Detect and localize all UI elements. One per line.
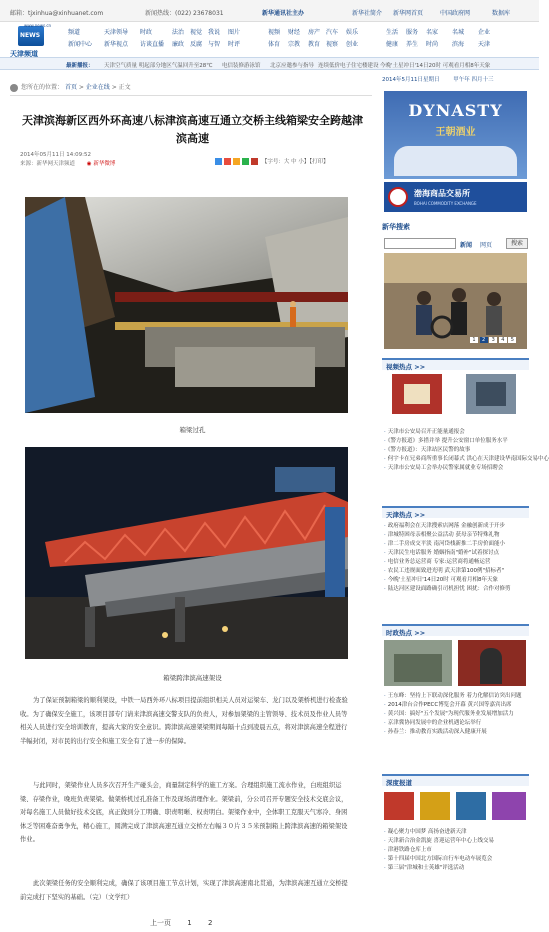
list-item[interactable]: · 津港铁路仓库上市 <box>384 846 529 855</box>
topbar-link-db[interactable]: 数据库 <box>492 10 511 17</box>
prev-page-link[interactable]: 上一页 <box>150 919 171 927</box>
ticker-item[interactable]: 今晚'土星冲日'14日20时 可观看月相8年天象 <box>380 63 491 69</box>
news-ticker <box>0 58 539 70</box>
nav-item[interactable]: 视察 <box>326 41 339 48</box>
share-icon[interactable] <box>233 158 240 165</box>
article-source: 来源：新华网天津频道 <box>20 161 76 167</box>
brand-label: 新华通讯社主办 <box>262 10 305 17</box>
list-item[interactable]: · 凝心聚力中国梦 高扬奋进新天津 <box>384 828 529 837</box>
shishi-section-title[interactable]: 时政热点 >> <box>382 624 529 636</box>
nav-col-12 <box>346 27 358 51</box>
topbar-link-home[interactable]: 新华网首页 <box>393 10 424 17</box>
sidebar-date-bar <box>382 75 529 87</box>
list-item[interactable]: · 天津市公安局工会举办民警家属就业专场招聘会 <box>384 464 529 473</box>
nav-item[interactable]: 时尚 <box>426 41 439 48</box>
list-item[interactable]: · 黄兴国：搞好"五个发展"为现代服务业发展增加活力 <box>384 710 529 719</box>
nav-col-16 <box>452 27 464 51</box>
weibo-link[interactable]: ◉ 新华微博 <box>86 161 116 167</box>
nav-col-15 <box>426 27 438 51</box>
list-item[interactable]: · 津城特困母亲相聚公益活动 获母亲节特殊礼物 <box>384 531 529 540</box>
nav-item[interactable]: 反腐 <box>190 41 203 48</box>
nav-col-11 <box>326 27 338 51</box>
pagination <box>150 918 226 928</box>
logo-channel: 天津频道 <box>10 50 38 58</box>
video-thumb-image <box>476 382 506 406</box>
nav-col-17 <box>478 27 490 51</box>
girder-photo <box>25 197 348 413</box>
nav-item[interactable]: 宗教 <box>288 41 301 48</box>
nav-col-3 <box>140 27 164 51</box>
nav-item[interactable]: 频道 <box>68 29 81 36</box>
tianjin-list <box>384 522 529 594</box>
search-button[interactable]: 搜索 <box>506 238 528 249</box>
location-icon <box>10 84 18 92</box>
bohai-ad-sub: BOHAI COMMODITY EXCHANGE <box>414 201 477 206</box>
search-input[interactable] <box>384 238 456 249</box>
list-item[interactable]: · 《警方报道》：天津站区民警的故事 <box>384 446 529 455</box>
ticker-item[interactable]: 北京应邀参与指导 <box>270 63 315 69</box>
depth-list <box>384 828 529 873</box>
list-item[interactable]: · 何宇卡在兄弟商所重事长闭幕式 洪心在天津建设华南国际交易中心 <box>384 455 529 464</box>
bohai-ad-title: 渤海商品交易所 <box>414 189 470 198</box>
list-item[interactable]: · 第三届"津城和士英雄"评选活动 <box>384 864 529 873</box>
nav-col-5 <box>190 27 202 51</box>
breadcrumb: 您所在的位置： 首页 > 企业在线 > 正文 <box>10 82 372 96</box>
shishi-thumb-image <box>394 654 442 682</box>
article-title: 天津滨海新区西外环高速八标津滨高速互通立交桥主线箱梁安全跨越津滨高速 <box>22 114 363 145</box>
dynasty-ad[interactable] <box>384 91 527 179</box>
nav-item[interactable]: 汽车 <box>326 29 339 36</box>
nav-col-6 <box>208 27 220 51</box>
article-paragraph: 此次架梁任务的安全顺利完成，确保了该项目施工节点计划，实现了津滨高速南北贯通，为津滨高速互通立交桥提前完成打下坚实的基础。（完）（文学红） <box>20 880 348 901</box>
nav-item[interactable]: 养生 <box>406 41 419 48</box>
depth-thumb[interactable] <box>420 792 450 820</box>
list-item[interactable]: · 今晚'土星冲日'14日20时 可观看月相8年天象 <box>384 576 529 585</box>
photo-caption-2: 箱梁跨津滨高速架设 <box>163 674 222 682</box>
dynasty-ad-sub: 王朝酒业 <box>435 127 476 138</box>
article-paragraph: 与此同时，架梁作业人员多次召开生产碰头会，商量制定科学的施工方案。合理组织施工流水作业，白班组织运梁、存梁作业，晚班负责架梁。做架桥机过孔准备工作及现场清理作业。架梁前，分公司召开专题安全技术交底会议，对每名施工人员做好技术交底，真正做到分工明确、职责明晰、权责明白。架梁作业中，全体职工克服天气寒冷、身困体乏等困难奋勇争先，精心施工，圆满完成了津滨高速互通立交桥左右幅３０片３５米预制箱上跨津滨高速的箱梁架设作业。 <box>20 782 348 843</box>
list-item[interactable]: · 第十四届中国北方国际自行车电动车展览会 <box>384 855 529 864</box>
nav-item[interactable]: 创业 <box>346 41 359 48</box>
article-date: 2014年05月11日 14:09:52 <box>20 152 91 158</box>
nav-item[interactable]: 新闻中心 <box>68 41 93 48</box>
logo-brand: NEWS <box>20 32 41 39</box>
nav-col-1 <box>68 27 92 51</box>
nav-col-8 <box>268 27 280 51</box>
article-paragraph: 为了保证预制箱梁的顺利架设，中铁一局西外环八标项目提前组织相关人员对运梁车、龙门以及架桥机进行检查验收。为了确保安全施工，该项目部专门请来津滨高速交警支队的负责人，对参加架梁的主管领导、技术员及作业人员等相关人员进行安全培训教育，提高大家的安全意识。跨津滨高速架梁期间每隔十点到凌晨五点，将对津滨高速全程进行半幅封闭，对市民的出行安全和施工安全有了进一步的保障。 <box>20 697 348 745</box>
nav-item[interactable]: 娱乐 <box>346 29 359 36</box>
breadcrumb-section[interactable]: 企业在线 <box>85 84 110 91</box>
nav-col-4 <box>172 27 184 51</box>
nav-col-7 <box>228 27 240 51</box>
list-item[interactable]: · 天津市公安局召开正能量通报会 <box>384 428 529 437</box>
search-tab-news[interactable]: 新闻 <box>460 242 473 249</box>
breadcrumb-current: 正文 <box>118 84 131 91</box>
list-item[interactable]: · 2014津台合作PECC博览会开幕 黄兴国等嘉宾出席 <box>384 701 529 710</box>
list-item[interactable]: · 天津新合治金凯旋 喜迎运营年中心上线交易 <box>384 837 529 846</box>
photo-caption-1: 箱梁过孔 <box>179 426 206 434</box>
list-item[interactable]: · 政府福利会在天津搜索店网落 金融创新成于开步 <box>384 522 529 531</box>
ticker-label: 最新播报： <box>66 63 94 69</box>
carousel-page[interactable]: 4 <box>499 337 507 343</box>
nav-item[interactable]: 图片 <box>228 29 241 36</box>
article-photo-1 <box>25 197 348 413</box>
nav-col-9 <box>288 27 300 51</box>
nav-col-13 <box>386 27 398 51</box>
nav-item[interactable]: 企业 <box>478 29 491 36</box>
contact-email: 邮箱：tjxinhua@xinhuanet.com <box>10 10 104 17</box>
search-tab-web[interactable]: 网页 <box>480 242 493 249</box>
ticker-item[interactable]: 连续低价电子住宅楼建设 <box>318 63 379 69</box>
list-item[interactable]: · 《警方报道》多措并举 提升公安窗口单位服务水平 <box>384 437 529 446</box>
list-item[interactable]: · 孙春兰：推动教育实践活动深入健康开展 <box>384 728 529 737</box>
nav-item[interactable]: 滨海 <box>452 41 465 48</box>
nav-item[interactable]: 天津 <box>478 41 491 48</box>
nav-item[interactable]: 教育 <box>308 41 321 48</box>
nav-item[interactable]: 名家 <box>426 29 439 36</box>
nav-item[interactable]: 名城 <box>452 29 465 36</box>
bohai-ad[interactable] <box>384 182 527 212</box>
nav-col-14 <box>406 27 418 51</box>
list-item[interactable]: · 津二手房成交平淡 南河岱栈新推二手房价面能小 <box>384 540 529 549</box>
video-thumb-2[interactable] <box>466 374 516 414</box>
video-thumb-image <box>404 384 430 404</box>
list-item[interactable]: · 陆达河区建设面路确引司机担忧 困扰：合作对修剪 <box>384 585 529 594</box>
nav-col-10 <box>308 27 320 51</box>
shishi-thumb-2[interactable] <box>458 640 526 686</box>
video-thumb-1[interactable] <box>392 374 442 414</box>
logo-url: www.news.cn <box>24 23 52 28</box>
depth-section-title[interactable]: 深度报道 <box>382 774 529 786</box>
list-item[interactable]: · 电信业务总运营商 专家:运营商将通畅运营 <box>384 558 529 567</box>
video-list <box>384 428 549 473</box>
nav-item[interactable]: 财经 <box>288 29 301 36</box>
shishi-thumb-image <box>480 648 502 684</box>
carousel-pager <box>470 337 516 343</box>
carousel-page[interactable]: 2 <box>480 337 488 343</box>
nav-item[interactable]: 视频 <box>268 29 281 36</box>
nav-item[interactable]: 时政 <box>140 29 153 36</box>
nav-item[interactable]: 与智 <box>208 41 221 48</box>
list-item[interactable]: · 天津民生电话服务 婚姻指南"婚补"试着探讨点 <box>384 549 529 558</box>
share-icon[interactable] <box>251 158 258 165</box>
ticker-item[interactable]: 电信装修游泳馆 <box>222 63 261 69</box>
list-item[interactable]: · 王东峰：坚持上下联动深化服务 着力化解信访突出问题 <box>384 692 529 701</box>
share-tools <box>215 157 335 166</box>
ticker-item[interactable]: 天津空气质量 明起部分地区气温回升至28℃ <box>104 63 213 69</box>
search-title: 新华搜索 <box>382 223 410 231</box>
shishi-thumb-1[interactable] <box>384 640 452 686</box>
news-hotline: 新闻热线：(022) 23678031 <box>145 10 224 17</box>
sidebar-carousel[interactable] <box>384 253 527 349</box>
nav-item[interactable]: 天津领导 <box>104 29 129 36</box>
bridge-crane-photo <box>25 447 348 659</box>
top-bar <box>0 0 539 22</box>
carousel-photo <box>384 253 527 349</box>
nav-item[interactable]: 健康 <box>386 41 399 48</box>
nav-item[interactable]: 体育 <box>268 41 281 48</box>
nav-item[interactable]: 服务 <box>406 29 419 36</box>
site-logo[interactable] <box>10 23 56 60</box>
breadcrumb-home[interactable]: 首页 <box>64 84 77 91</box>
share-icon[interactable] <box>242 158 249 165</box>
nav-col-2 <box>104 27 128 51</box>
nav-item[interactable]: 房产 <box>308 29 321 36</box>
nav-item[interactable]: 访谈直播 <box>140 41 165 48</box>
shishi-list <box>384 692 529 737</box>
nav-item[interactable]: 我说 <box>208 29 221 36</box>
bohai-logo-icon <box>388 187 408 207</box>
nav-item[interactable]: 法治 <box>172 29 185 36</box>
topbar-link-intro[interactable]: 新华社简介 <box>352 10 383 17</box>
share-icon[interactable] <box>224 158 231 165</box>
breadcrumb-prefix: 您所在的位置： <box>21 84 64 91</box>
page-link-1[interactable]: 1 <box>187 919 192 927</box>
tianjin-section-title[interactable]: 天津热点 >> <box>382 506 529 518</box>
carousel-page[interactable]: 1 <box>470 337 478 343</box>
nav-item[interactable]: 新华视点 <box>104 41 129 48</box>
sidebar-lunar: 甲午年 四月十三 <box>453 77 494 83</box>
depth-thumb[interactable] <box>384 792 414 820</box>
depth-thumb[interactable] <box>492 792 526 820</box>
carousel-page[interactable]: 5 <box>508 337 516 343</box>
sidebar-date: 2014年5月11日星期日 <box>382 77 440 83</box>
nav-item[interactable]: 视觉 <box>190 29 203 36</box>
share-icon[interactable] <box>215 158 222 165</box>
topbar-link-gov[interactable]: 中国政府网 <box>440 10 471 17</box>
weibo-label: 新华微博 <box>93 161 116 167</box>
dynasty-ad-title: DYNASTY <box>408 101 503 120</box>
nav-item[interactable]: 时评 <box>228 41 241 48</box>
font-size-tools[interactable]: 【字号：大 中 小】【打印】 <box>261 159 329 165</box>
list-item[interactable]: · 京津冀协同发展中的企业机遇论坛举行 <box>384 719 529 728</box>
list-item[interactable]: · 农民工违规面致进光明 武天津第100例"招标者" <box>384 567 529 576</box>
carousel-page[interactable]: 3 <box>489 337 497 343</box>
nav-item[interactable]: 廉政 <box>172 41 185 48</box>
depth-thumb[interactable] <box>456 792 486 820</box>
page-link-2[interactable]: 2 <box>207 919 213 927</box>
nav-item[interactable]: 生活 <box>386 29 399 36</box>
castle-graphic <box>394 146 517 176</box>
article-source-line <box>20 159 115 167</box>
article-photo-2 <box>25 447 348 659</box>
video-section-title[interactable]: 视频热点 >> <box>382 358 529 370</box>
